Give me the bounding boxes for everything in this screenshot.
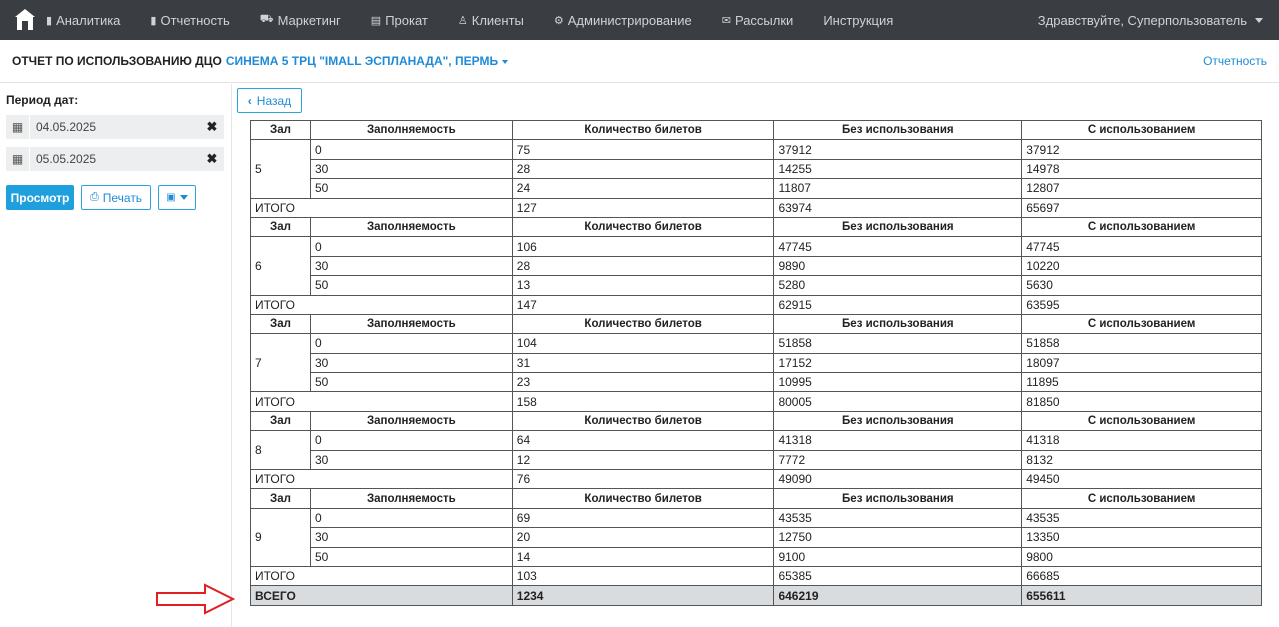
table-cell: 5280 xyxy=(774,276,1022,295)
greeting-label: Здравствуйте, Суперпользователь xyxy=(1037,12,1247,28)
table-cell: 12750 xyxy=(774,528,1022,547)
table-cell: 51858 xyxy=(1022,334,1262,353)
table-cell: 30 xyxy=(310,450,512,469)
table-cell: 30 xyxy=(310,353,512,372)
table-cell: 8132 xyxy=(1022,450,1262,469)
table-cell: 41318 xyxy=(1022,431,1262,450)
back-button[interactable] xyxy=(237,88,302,113)
nav-item-2[interactable] xyxy=(260,13,341,28)
header-row xyxy=(251,489,1262,508)
table-cell: 28 xyxy=(512,159,774,178)
calendar-icon[interactable]: ▦ xyxy=(6,115,30,139)
table-cell: 30 xyxy=(310,256,512,275)
nav-item-label: Администрирование xyxy=(567,12,692,28)
envelope-icon: ✉ xyxy=(721,14,731,27)
date-to-field[interactable] xyxy=(6,147,224,171)
table-row xyxy=(251,373,1262,392)
table-cell: 69 xyxy=(512,508,774,527)
bar-chart-icon: ▮ xyxy=(150,14,157,27)
top-navbar xyxy=(0,0,1279,40)
report-table xyxy=(250,120,1262,606)
column-header: Без использования xyxy=(774,217,1022,236)
subtotal-label: ИТОГО xyxy=(251,295,513,314)
nav-item-1[interactable] xyxy=(150,13,229,28)
table-cell: 31 xyxy=(512,353,774,372)
date-from-value[interactable]: 04.05.2025 xyxy=(36,120,97,134)
print-button[interactable] xyxy=(81,185,151,210)
column-header: Заполняемость xyxy=(310,314,512,333)
page-title: ОТЧЕТ ПО ИСПОЛЬЗОВАНИЮ ДЦО xyxy=(12,54,222,68)
grand-total-label: ВСЕГО xyxy=(251,586,513,605)
nav-item-6[interactable] xyxy=(722,13,794,28)
nav-item-5[interactable] xyxy=(554,13,692,28)
printer-icon: ⎙ xyxy=(89,191,99,203)
table-row xyxy=(251,547,1262,566)
table-cell: 11895 xyxy=(1022,373,1262,392)
nav-item-label: Отчетность xyxy=(160,12,230,28)
report-area xyxy=(232,84,1279,627)
table-cell: 43535 xyxy=(1022,508,1262,527)
cart-icon: ⛟ xyxy=(259,13,274,25)
table-row xyxy=(251,237,1262,256)
chevron-left-icon: ‹ xyxy=(247,93,252,108)
table-cell: 50 xyxy=(310,179,512,198)
table-cell: 81850 xyxy=(1022,392,1262,411)
subtotal-label: ИТОГО xyxy=(251,392,513,411)
nav-item-label: Рассылки xyxy=(734,12,794,28)
table-cell: 49090 xyxy=(774,470,1022,489)
back-label: Назад xyxy=(256,93,292,108)
column-header: Зал xyxy=(251,121,311,140)
column-header: Заполняемость xyxy=(310,489,512,508)
table-row xyxy=(251,450,1262,469)
table-cell: 14255 xyxy=(774,159,1022,178)
subtotal-row xyxy=(251,198,1262,217)
table-cell: 65697 xyxy=(1022,198,1262,217)
table-cell: 23 xyxy=(512,373,774,392)
table-cell: 24 xyxy=(512,179,774,198)
column-header: Зал xyxy=(251,314,311,333)
subtotal-row xyxy=(251,566,1262,585)
table-cell: 75 xyxy=(512,140,774,159)
table-row xyxy=(251,334,1262,353)
cinema-label: СИНЕМА 5 ТРЦ "IMALL ЭСПЛАНАДА", ПЕРМЬ xyxy=(225,54,499,68)
period-label: Период дат: xyxy=(6,93,79,107)
save-icon: ▣ xyxy=(166,192,176,203)
clear-icon[interactable]: ✖ xyxy=(206,119,218,134)
table-cell: 0 xyxy=(310,140,512,159)
column-header: Без использования xyxy=(774,121,1022,140)
table-cell: 50 xyxy=(310,373,512,392)
subtotal-row xyxy=(251,295,1262,314)
table-cell: 14978 xyxy=(1022,159,1262,178)
header-row xyxy=(251,217,1262,236)
grand-total-row xyxy=(251,586,1262,605)
hall-number-cell: 6 xyxy=(251,237,311,295)
column-header: Количество билетов xyxy=(512,217,774,236)
table-cell: 7772 xyxy=(774,450,1022,469)
table-cell: 20 xyxy=(512,528,774,547)
table-cell: 147 xyxy=(512,295,774,314)
table-cell: 13350 xyxy=(1022,528,1262,547)
table-cell: 30 xyxy=(310,528,512,547)
clear-icon[interactable]: ✖ xyxy=(206,151,218,166)
column-header: С использованием xyxy=(1022,121,1262,140)
table-cell: 47745 xyxy=(774,237,1022,256)
nav-item-label: Инструкция xyxy=(823,12,894,28)
date-from-field[interactable] xyxy=(6,115,224,139)
table-cell: 17152 xyxy=(774,353,1022,372)
table-cell: 158 xyxy=(512,392,774,411)
nav-item-label: Прокат xyxy=(385,12,428,28)
table-cell: 66685 xyxy=(1022,566,1262,585)
nav-item-3[interactable] xyxy=(371,13,428,28)
film-icon: ▤ xyxy=(370,14,382,27)
table-cell: 37912 xyxy=(1022,140,1262,159)
table-cell: 51858 xyxy=(774,334,1022,353)
table-row xyxy=(251,508,1262,527)
column-header: Заполняемость xyxy=(310,121,512,140)
table-cell: 50 xyxy=(310,276,512,295)
column-header: С использованием xyxy=(1022,411,1262,430)
column-header: Зал xyxy=(251,411,311,430)
table-cell: 49450 xyxy=(1022,470,1262,489)
user-menu[interactable] xyxy=(1038,0,1263,40)
table-cell: 76 xyxy=(512,470,774,489)
table-cell: 43535 xyxy=(774,508,1022,527)
export-dropdown-button[interactable] xyxy=(158,185,196,210)
table-cell: 0 xyxy=(310,334,512,353)
subtotal-row xyxy=(251,392,1262,411)
table-cell: 65385 xyxy=(774,566,1022,585)
column-header: Зал xyxy=(251,489,311,508)
chevron-down-icon xyxy=(502,60,508,64)
hall-number-cell: 5 xyxy=(251,140,311,198)
table-cell: 80005 xyxy=(774,392,1022,411)
user-icon: ♙ xyxy=(457,14,468,27)
column-header: Зал xyxy=(251,217,311,236)
table-cell: 0 xyxy=(310,508,512,527)
table-cell: 103 xyxy=(512,566,774,585)
table-cell: 37912 xyxy=(774,140,1022,159)
column-header: Количество билетов xyxy=(512,314,774,333)
table-cell: 1234 xyxy=(512,586,774,605)
header-row xyxy=(251,411,1262,430)
column-header: Заполняемость xyxy=(310,217,512,236)
column-header: Без использования xyxy=(774,314,1022,333)
header-row xyxy=(251,121,1262,140)
table-cell: 106 xyxy=(512,237,774,256)
table-cell: 41318 xyxy=(774,431,1022,450)
hall-number-cell: 7 xyxy=(251,334,311,392)
table-cell: 11807 xyxy=(774,179,1022,198)
reports-link[interactable]: Отчетность xyxy=(1203,54,1267,68)
report-header xyxy=(0,40,1279,83)
table-row xyxy=(251,256,1262,275)
table-row xyxy=(251,353,1262,372)
table-cell: 5630 xyxy=(1022,276,1262,295)
hall-number-cell: 8 xyxy=(251,431,311,470)
table-cell: 9890 xyxy=(774,256,1022,275)
calendar-icon[interactable]: ▦ xyxy=(6,147,30,171)
table-row xyxy=(251,528,1262,547)
nav-item-label: Маркетинг xyxy=(277,12,341,28)
column-header: Без использования xyxy=(774,411,1022,430)
table-cell: 50 xyxy=(310,547,512,566)
table-cell: 104 xyxy=(512,334,774,353)
nav-item-label: Аналитика xyxy=(56,12,121,28)
date-to-value[interactable]: 05.05.2025 xyxy=(36,152,97,166)
table-cell: 10995 xyxy=(774,373,1022,392)
cinema-selector[interactable] xyxy=(226,54,508,68)
table-row xyxy=(251,431,1262,450)
red-arrow-annotation xyxy=(155,583,235,615)
gears-icon: ⚙ xyxy=(553,14,564,27)
table-cell: 0 xyxy=(310,237,512,256)
subtotal-label: ИТОГО xyxy=(251,198,513,217)
view-button[interactable]: Просмотр xyxy=(6,185,74,210)
table-cell: 9800 xyxy=(1022,547,1262,566)
table-cell: 12 xyxy=(512,450,774,469)
column-header: С использованием xyxy=(1022,314,1262,333)
table-row xyxy=(251,159,1262,178)
column-header: Количество билетов xyxy=(512,411,774,430)
table-row xyxy=(251,140,1262,159)
table-cell: 10220 xyxy=(1022,256,1262,275)
table-cell: 18097 xyxy=(1022,353,1262,372)
header-row xyxy=(251,314,1262,333)
table-cell: 47745 xyxy=(1022,237,1262,256)
table-cell: 28 xyxy=(512,256,774,275)
table-cell: 63974 xyxy=(774,198,1022,217)
table-cell: 14 xyxy=(512,547,774,566)
nav-item-label: Клиенты xyxy=(471,12,524,28)
table-cell: 64 xyxy=(512,431,774,450)
table-cell: 63595 xyxy=(1022,295,1262,314)
nav-item-0[interactable] xyxy=(46,13,120,28)
nav-item-4[interactable] xyxy=(458,13,524,28)
table-cell: 655611 xyxy=(1022,586,1262,605)
table-cell: 0 xyxy=(310,431,512,450)
chevron-down-icon xyxy=(180,195,188,200)
subtotal-label: ИТОГО xyxy=(251,566,513,585)
brand-logo-icon[interactable] xyxy=(14,9,36,31)
table-cell: 9100 xyxy=(774,547,1022,566)
column-header: Заполняемость xyxy=(310,411,512,430)
column-header: Количество билетов xyxy=(512,489,774,508)
column-header: Без использования xyxy=(774,489,1022,508)
table-row xyxy=(251,179,1262,198)
column-header: Количество билетов xyxy=(512,121,774,140)
column-header: С использованием xyxy=(1022,217,1262,236)
table-cell: 12807 xyxy=(1022,179,1262,198)
print-label: Печать xyxy=(102,190,143,205)
subtotal-row xyxy=(251,470,1262,489)
table-cell: 62915 xyxy=(774,295,1022,314)
table-cell: 13 xyxy=(512,276,774,295)
table-cell: 30 xyxy=(310,159,512,178)
nav-item-7[interactable] xyxy=(823,13,893,28)
hall-number-cell: 9 xyxy=(251,508,311,566)
table-cell: 127 xyxy=(512,198,774,217)
bar-chart-icon: ▮ xyxy=(46,14,53,27)
table-row xyxy=(251,276,1262,295)
filter-sidebar xyxy=(0,84,232,627)
subtotal-label: ИТОГО xyxy=(251,470,513,489)
chevron-down-icon xyxy=(1255,18,1263,23)
table-cell: 646219 xyxy=(774,586,1022,605)
column-header: С использованием xyxy=(1022,489,1262,508)
